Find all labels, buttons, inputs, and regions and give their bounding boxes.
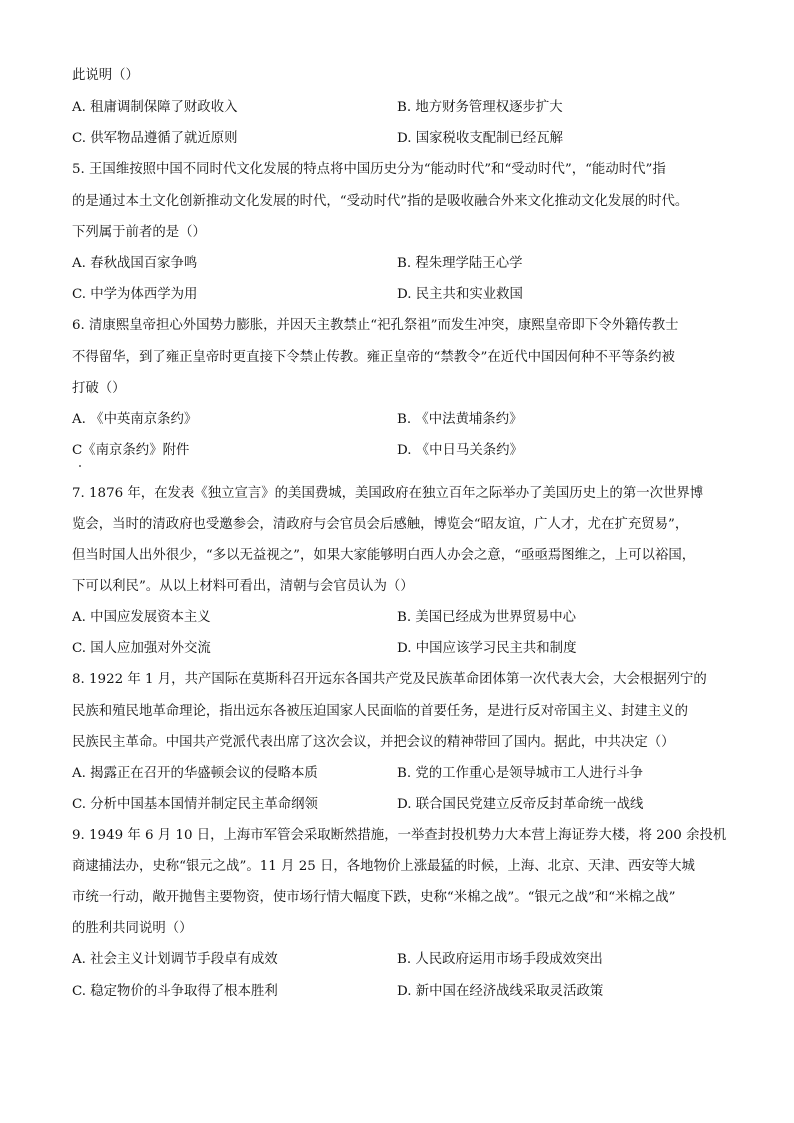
q6-stem-line: 打破（）: [72, 381, 126, 396]
q7-option-b[interactable]: B. 美国已经成为世界贸易中心: [397, 610, 577, 625]
q7-stem-line: 但当时国人出外很少，“多以无益视之”，如果大家能够明白西人办会之意，“亟亟焉图维之，上可以裕国，: [72, 548, 696, 563]
q6-option-d[interactable]: D. 《中日马关条约》: [397, 443, 523, 458]
q8-stem-line: 民族和殖民地革命理论，指出远东各被压迫国家人民面临的首要任务，是进行反对帝国主义、封建主义的: [72, 704, 688, 719]
q9-stem-line: 9. 1949 年 6 月 10 日，上海市军管会采取断然措施，一举查封投机势力大本营上海证券大楼，将 200 余投机: [72, 828, 727, 843]
q8-option-b[interactable]: B. 党的工作重心是领导城市工人进行斗争: [397, 766, 643, 781]
q5-option-a[interactable]: A. 春秋战国百家争鸣: [72, 256, 198, 271]
q9-option-c[interactable]: C. 稳定物价的斗争取得了根本胜利: [72, 984, 278, 999]
q8-stem-line: 民族民主革命。中国共产党派代表出席了这次会议，并把会议的精神带回了国内。据此，中共决定（）: [72, 735, 675, 750]
q4-option-b[interactable]: B. 地方财务管理权逐步扩大: [397, 100, 563, 115]
q7-option-d[interactable]: D. 中国应该学习民主共和制度: [397, 641, 577, 656]
q8-option-c[interactable]: C. 分析中国基本国情并制定民主革命纲领: [72, 797, 318, 812]
q4-stem: 此说明（）: [72, 68, 139, 83]
q9-option-d[interactable]: D. 新中国在经济战线采取灵活政策: [397, 984, 604, 999]
q7-stem-line: 下可以利民”。从以上材料可看出，清朝与会官员认为（）: [72, 579, 414, 594]
q9-stem-line: 市统一行动，敞开抛售主要物资，使市场行情大幅度下跌，史称“米棉之战”。“银元之战”和“米棉之战”: [72, 890, 676, 905]
q9-stem-line: 的胜利共同说明（）: [72, 921, 193, 936]
q8-option-a[interactable]: A. 揭露正在召开的华盛顿会议的侵略本质: [72, 766, 318, 781]
q6-option-a[interactable]: A. 《中英南京条约》: [72, 412, 198, 427]
q7-option-a[interactable]: A. 中国应发展资本主义: [72, 610, 211, 625]
q8-stem-line: 8. 1922 年 1 月，共产国际在莫斯科召开远东各国共产党及民族革命团体第一次代表大会，大会根据列宁的: [72, 672, 707, 687]
q5-stem-line: 下列属于前者的是（）: [72, 225, 206, 240]
q5-option-d[interactable]: D. 民主共和实业救国: [397, 287, 523, 302]
stray-mark: [79, 465, 81, 467]
q9-stem-line: 商逮捕法办，史称“银元之战”。11 月 25 日，各地物价上涨最猛的时候，上海、北京、天津、西安等大城: [72, 859, 695, 874]
q7-option-c[interactable]: C. 国人应加强对外交流: [72, 641, 211, 656]
q5-stem-line: 5. 王国维按照中国不同时代文化发展的特点将中国历史分为“能动时代”和“受动时代”，“能动时代”指: [72, 162, 666, 177]
q9-option-a[interactable]: A. 社会主义计划调节手段卓有成效: [72, 952, 278, 967]
q4-option-d[interactable]: D. 国家税收支配制已经瓦解: [397, 131, 564, 146]
q4-option-c[interactable]: C. 供军物品遵循了就近原则: [72, 131, 238, 146]
q5-option-b[interactable]: B. 程朱理学陆王心学: [397, 256, 523, 271]
q6-option-b[interactable]: B. 《中法黄埔条约》: [397, 412, 523, 427]
q9-option-b[interactable]: B. 人民政府运用市场手段成效突出: [397, 952, 603, 967]
q5-option-c[interactable]: C. 中学为体西学为用: [72, 287, 198, 302]
q5-stem-line: 的是通过本土文化创新推动文化发展的时代，“受动时代”指的是吸收融合外来文化推动文化发展的时代。: [72, 194, 689, 209]
q6-stem-line: 6. 清康熙皇帝担心外国势力膨胀，并因天主教禁止“祀孔祭祖”而发生冲突，康熙皇帝即下令外籍传教士: [72, 318, 679, 333]
q7-stem-line: 览会，当时的清政府也受邀参会，清政府与会官员会后感触，博览会“昭友谊，广人才，尤在扩充贸易”，: [72, 517, 689, 532]
q4-option-a[interactable]: A. 租庸调制保障了财政收入: [72, 100, 238, 115]
q6-option-c[interactable]: C《南京条约》附件: [72, 443, 190, 458]
q8-option-d[interactable]: D. 联合国民党建立反帝反封革命统一战线: [397, 797, 644, 812]
q7-stem-line: 7. 1876 年，在发表《独立宣言》的美国费城，美国政府在独立百年之际举办了美国历史上的第一次世界博: [72, 486, 704, 501]
q6-stem-line: 不得留华，到了雍正皇帝时更直接下令禁止传教。雍正皇帝的“禁教令”在近代中国因何种不平等条约被: [72, 350, 675, 365]
